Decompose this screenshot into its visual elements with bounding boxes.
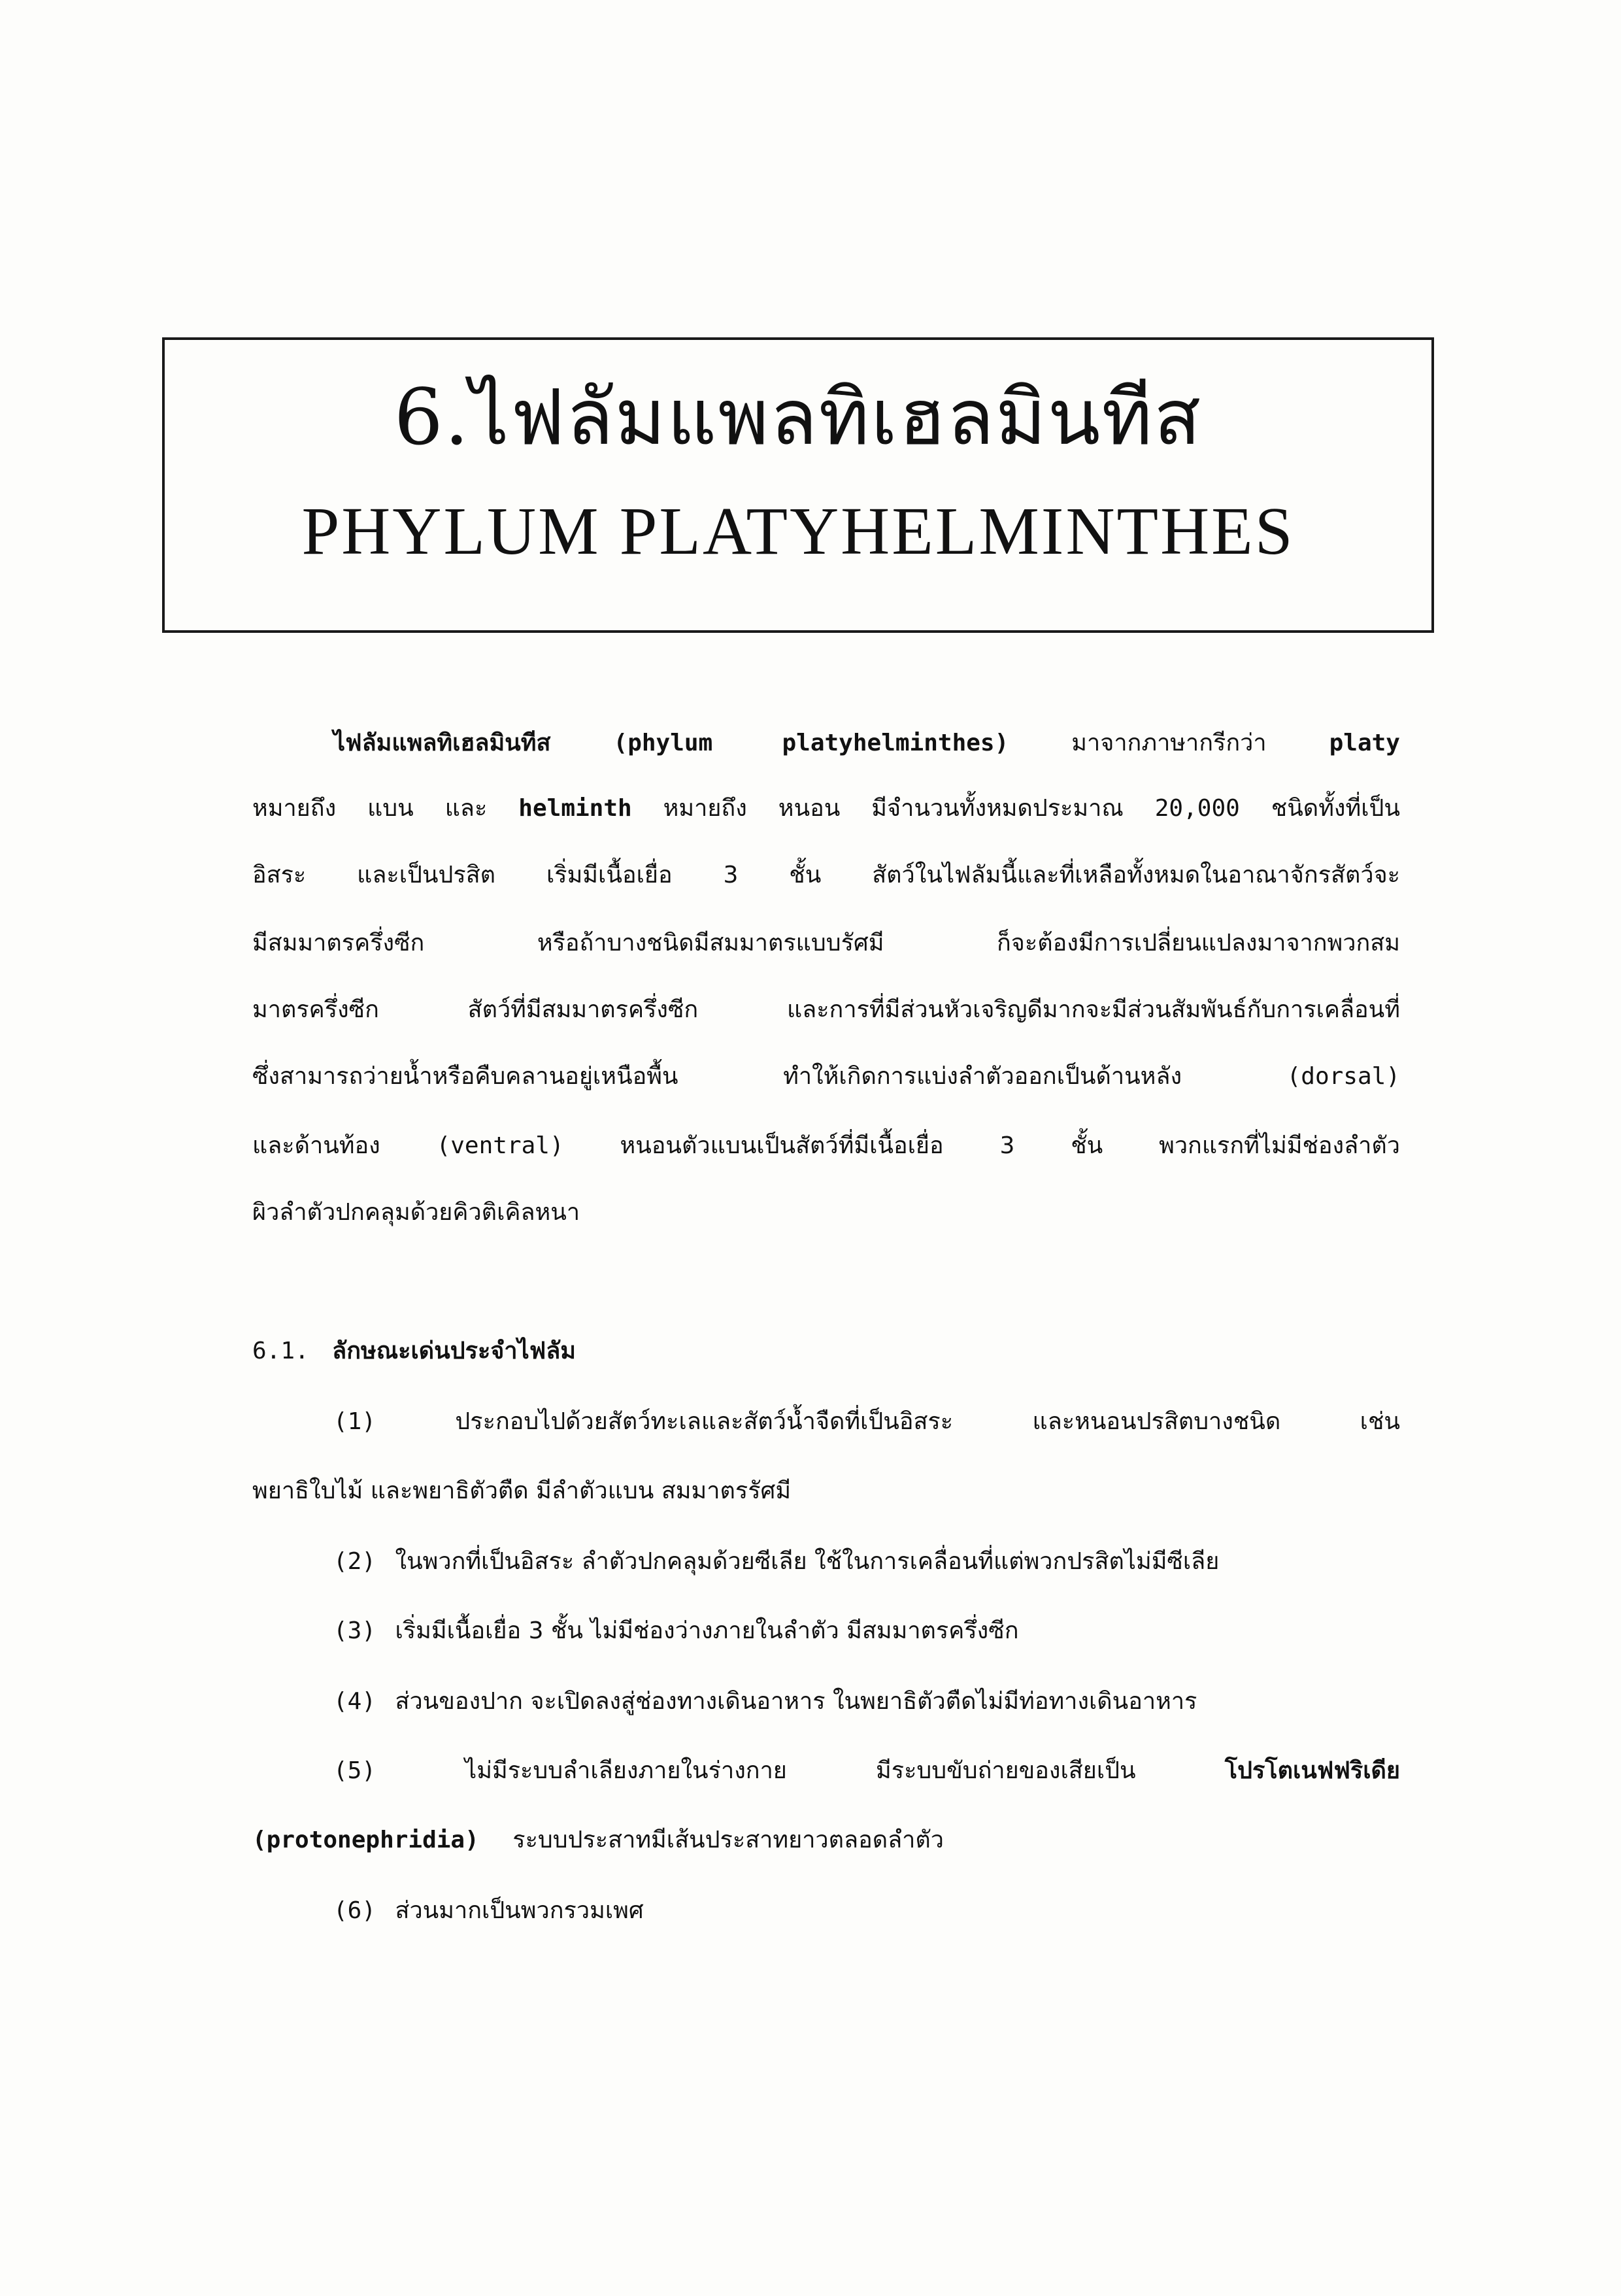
intro-latin-phylum: (phylum platyhelminthes) — [613, 730, 1009, 756]
intro-number: 20,000 — [1154, 795, 1240, 822]
title-box — [162, 337, 1434, 633]
intro-text: หนอนตัวแบนเป็นสัตว์ที่มีเนื้อเยื่อ — [620, 1132, 944, 1159]
intro-line-7 — [252, 1130, 1400, 1162]
intro-word-helminth: helminth — [518, 795, 632, 822]
section-heading — [252, 1335, 576, 1368]
item-text: ไม่มีระบบลำเลียงภายในร่างกาย — [465, 1757, 787, 1784]
intro-line-6 — [252, 1060, 1400, 1093]
intro-text: มาจากภาษากรีกว่า — [1071, 730, 1267, 756]
title-english: PHYLUM PLATYHELMINTHES — [301, 494, 1295, 569]
list-item-6 — [333, 1895, 644, 1927]
item-latin-protonephridia: (protonephridia) — [252, 1827, 479, 1853]
item-number: (2) — [333, 1548, 376, 1575]
intro-word-platy: platy — [1329, 730, 1400, 756]
item-number: (1) — [333, 1408, 376, 1435]
list-item-1-continued: พยาธิใบไม้ และพยาธิตัวตืด มีลำตัวแบน สมมาตรรัศมี — [252, 1477, 792, 1504]
list-item-2 — [333, 1545, 1400, 1578]
intro-text: ชนิดทั้งที่เป็น — [1271, 795, 1400, 822]
item-text: ประกอบไปด้วยสัตว์ทะเลและสัตว์น้ำจืดที่เป็นอิสระ — [455, 1408, 954, 1435]
list-item-1 — [333, 1406, 1400, 1438]
list-item-3 — [333, 1615, 1018, 1647]
title-thai: 6.ไฟลัมแพลทิเฮลมินทีส — [393, 372, 1203, 462]
intro-number: 3 — [999, 1132, 1015, 1159]
intro-latin-dorsal: (dorsal) — [1286, 1063, 1400, 1090]
item-number: (4) — [333, 1688, 376, 1715]
item-number: (6) — [333, 1897, 376, 1924]
section-title: ลักษณะเด่นประจำไฟลัม — [332, 1338, 576, 1364]
intro-line-3: อิสระ และเป็นปรสิต เริ่มมีเนื้อเยื่อ 3 ชั้น สัตว์ในไฟลัมนี้และที่เหลือทั้งหมดในอาณาจักรสัตว์จะ — [252, 862, 1400, 888]
item-text: มีระบบขับถ่ายของเสียเป็น — [876, 1757, 1136, 1784]
intro-line-1 — [333, 727, 1400, 760]
item-text: ส่วนของปาก จะเปิดลงสู่ช่องทางเดินอาหาร ในพยาธิตัวตืดไม่มีท่อทางเดินอาหาร — [395, 1688, 1197, 1715]
intro-text: ซึ่งสามารถว่ายน้ำหรือคืบคลานอยู่เหนือพื้น ทำให้เกิดการแบ่งลำตัวออกเป็นด้านหลัง — [252, 1063, 1182, 1090]
intro-text: และด้านท้อง — [252, 1132, 380, 1159]
intro-bold-term: ไฟลัมแพลทิเฮลมินทีส — [333, 730, 551, 756]
item-text: ส่วนมากเป็นพวกรวมเพศ — [395, 1897, 644, 1924]
list-item-5 — [333, 1755, 1400, 1787]
item-text: เช่น — [1360, 1408, 1401, 1435]
section-number: 6.1. — [252, 1338, 309, 1364]
intro-text: ชั้น พวกแรกที่ไม่มีช่องลำตัว — [1071, 1132, 1400, 1159]
intro-text: หมายถึง แบน และ — [252, 795, 488, 822]
item-text: และหนอนปรสิตบางชนิด — [1032, 1408, 1281, 1435]
item-number: (3) — [333, 1617, 376, 1644]
item-bold-term: โปรโตเนฟฟริเดีย — [1224, 1757, 1400, 1784]
intro-latin-ventral: (ventral) — [436, 1132, 564, 1159]
intro-line-2 — [252, 792, 1400, 825]
intro-line-4: มีสมมาตรครึ่งซีก หรือถ้าบางชนิดมีสมมาตรแบบรัศมี ก็จะต้องมีการเปลี่ยนแปลงมาจากพวกสม — [252, 930, 1400, 956]
list-item-5-continued — [252, 1824, 944, 1857]
intro-line-5: มาตรครึ่งซีก สัตว์ที่มีสมมาตรครึ่งซีก และการที่มีส่วนหัวเจริญดีมากจะมีส่วนสัมพันธ์กับการเคลื่อนที่ — [252, 996, 1400, 1023]
item-number: (5) — [333, 1757, 376, 1784]
item-text: ในพวกที่เป็นอิสระ ลำตัวปกคลุมด้วยซีเลีย ใช้ในการเคลื่อนที่แต่พวกปรสิตไม่มีซีเลีย — [395, 1548, 1220, 1575]
list-item-4 — [333, 1685, 1400, 1718]
item-text: เริ่มมีเนื้อเยื่อ 3 ชั้น ไม่มีช่องว่างภายในลำตัว มีสมมาตรครึ่งซีก — [395, 1617, 1019, 1644]
intro-line-8: ผิวลำตัวปกคลุมด้วยคิวติเคิลหนา — [252, 1199, 580, 1226]
intro-text: หมายถึง หนอน มีจำนวนทั้งหมดประมาณ — [663, 795, 1124, 822]
item-text: ระบบประสาทมีเส้นประสาทยาวตลอดลำตัว — [512, 1827, 944, 1853]
